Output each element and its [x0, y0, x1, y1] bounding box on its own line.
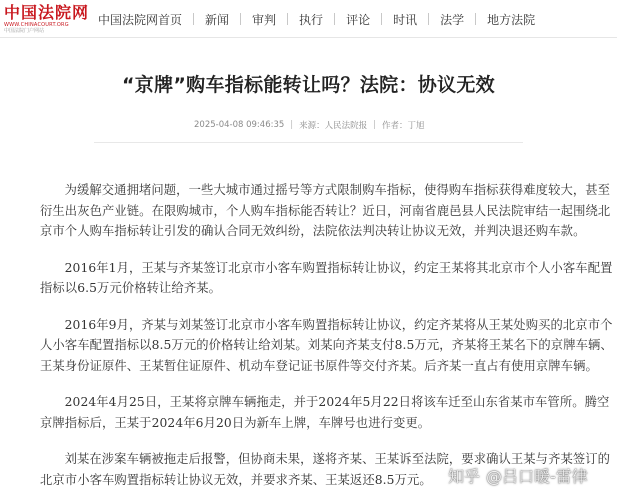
- article-source: 来源：人民法院报: [299, 121, 368, 131]
- meta-divider: |: [290, 120, 294, 130]
- article-date: 2025-04-08 09:46:35: [194, 120, 285, 130]
- zhihu-watermark: [448, 464, 591, 487]
- article-title: “京牌”购车指标能转让吗？法院：协议无效: [122, 74, 495, 96]
- nav-divider: [334, 13, 335, 25]
- nav-news[interactable]: 新闻: [205, 12, 230, 27]
- meta-divider-line: [94, 142, 523, 143]
- site-logo[interactable]: [4, 3, 90, 34]
- nav-commentary[interactable]: 评论: [346, 12, 371, 27]
- article-paragraph: 为缓解交通拥堵问题，一些大城市通过摇号等方式限制购车指标，使得购车指标获得难度较大，甚至衍生出灰色产业链。在限购城市，个人购车指标能否转让？近日，河南省鹿邑县人民法院审结一起围绕北京市个人购车指标转让引发的确认合同无效纠纷，法院依法判决转让协议无效，并判决退还购车款。: [40, 183, 611, 238]
- watermark-site: 知乎: [448, 467, 481, 486]
- logo-tagline: 中国法院门户网站: [4, 28, 45, 34]
- nav-local-courts[interactable]: 地方法院: [487, 12, 536, 27]
- nav-divider: [287, 13, 288, 25]
- nav-divider: [240, 13, 241, 25]
- logo-domain: WWW.CHINACOURT.ORG: [4, 22, 69, 28]
- nav-divider: [381, 13, 382, 25]
- site-header: [0, 0, 617, 38]
- article-paragraph: 刘某在涉案车辆被拖走后报警，但协商未果，遂将齐某、王某诉至法院，要求确认王某与齐某签订的北京市小客车购置指标转让协议无效，并要求齐某、王某返还8.5万元。: [40, 452, 611, 487]
- article-paragraph: 2016年9月，齐某与刘某签订北京市小客车购置指标转让协议，约定齐某将从王某处购买的北京市个人小客车配置指标以8.5万元的价格转让给刘某。刘某向齐某支付8.5万元，齐某将王某名下的京牌车辆、王某身份证原件、王某暂住证原件、机动车登记证书原件等交付齐某。后齐某一直占有使用京牌车辆。: [40, 317, 613, 373]
- logo-name: 中国法院网: [4, 3, 90, 22]
- watermark-user: @吕口暖-雷律: [486, 467, 588, 486]
- nav-divider: [475, 13, 476, 25]
- main-nav: [92, 0, 541, 38]
- nav-jurisprudence[interactable]: 法学: [440, 12, 465, 27]
- nav-execution[interactable]: 执行: [299, 12, 324, 27]
- nav-newsflash[interactable]: 时讯: [393, 12, 418, 27]
- nav-home[interactable]: 中国法院网首页: [98, 12, 183, 27]
- meta-divider: |: [373, 120, 377, 130]
- nav-trial[interactable]: 审判: [252, 12, 277, 27]
- article-paragraph: 2024年4月25日，王某将京牌车辆拖走，并于2024年5月22日将该车迁至山东省某市车管所。腾空京牌指标后，王某于2024年6月20日为新车上牌，车牌号也进行变更。: [40, 395, 610, 430]
- article-author: 作者：丁旭: [382, 121, 425, 131]
- article-body: [40, 180, 614, 500]
- article-meta: [194, 118, 425, 132]
- nav-divider: [193, 13, 194, 25]
- nav-divider: [428, 13, 429, 25]
- article-paragraph: 2016年1月，王某与齐某签订北京市小客车购置指标转让协议，约定王某将其北京市个人小客车配置指标以6.5万元价格转让给齐某。: [40, 260, 613, 295]
